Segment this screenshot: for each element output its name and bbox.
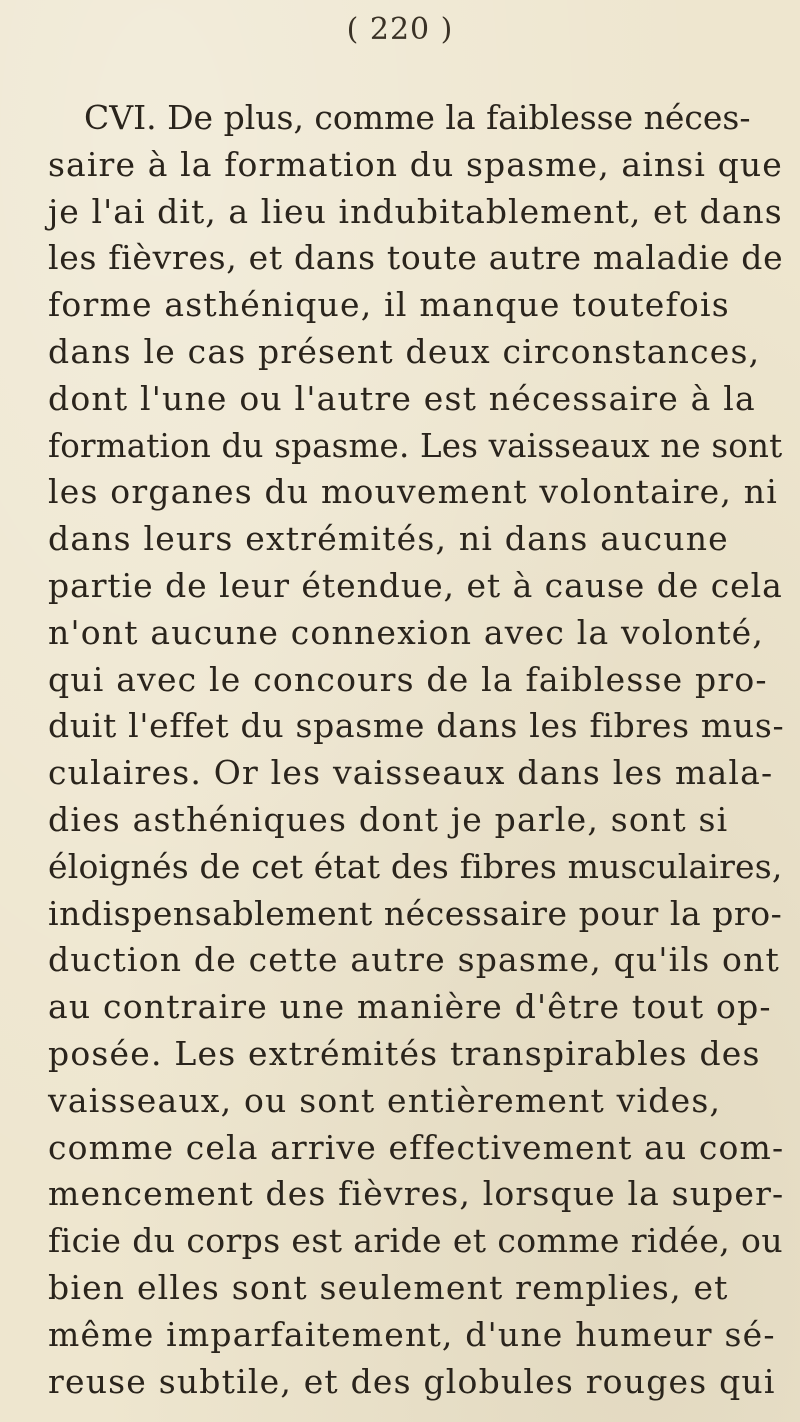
text-line: comme cela arrive effectivement au com- xyxy=(48,1127,785,1167)
text-line: duit l'effet du spasme dans les fibres mus- xyxy=(48,706,785,746)
text-line: indispensablement nécessaire pour la pro- xyxy=(48,893,783,933)
text-line: reuse subtile, et des globules rouges qui xyxy=(48,1361,776,1401)
text-line: forme asthénique, il manque toutefois xyxy=(48,285,730,325)
text-line: les organes du mouvement volontaire, ni xyxy=(48,472,779,512)
text-line: n'ont aucune connexion avec la volonté, xyxy=(48,612,765,652)
text-line: partie de leur étendue, et à cause de cela xyxy=(48,566,783,605)
text-line: posée. Les extrémités transpirables des xyxy=(48,1034,761,1073)
text-line: dies asthéniques dont je parle, sont si xyxy=(48,800,729,839)
text-line: formation du spasme. Les vaisseaux ne sont xyxy=(48,426,783,465)
text-line: CVI. De plus, comme la faiblesse néces- xyxy=(84,98,751,137)
text-line: qui avec le concours de la faiblesse pro- xyxy=(48,659,768,699)
page-number: ( 220 ) xyxy=(346,12,454,47)
text-line: ficie du corps est aride et comme ridée, ou xyxy=(48,1221,783,1261)
text-line: je l'ai dit, a lieu indubitablement, et dans xyxy=(48,191,783,231)
text-line: même imparfaitement, d'une humeur sé- xyxy=(48,1314,776,1354)
text-line: saire à la formation du spasme, ainsi que xyxy=(48,144,783,184)
text-line: duction de cette autre spasme, qu'ils ont xyxy=(48,940,781,980)
text-line: dont l'une ou l'autre est nécessaire à la xyxy=(48,378,756,418)
text-line: les fièvres, et dans toute autre maladie de xyxy=(48,238,784,278)
text-line: vaisseaux, ou sont entièrement vides, xyxy=(48,1080,722,1120)
text-line: mencement des fièvres, lorsque la super- xyxy=(48,1174,785,1214)
text-line: au contraire une manière d'être tout op- xyxy=(48,987,772,1027)
text-line: dans leurs extrémités, ni dans aucune xyxy=(48,519,729,559)
text-line: dans le cas présent deux circonstances, xyxy=(48,332,761,371)
text-line: éloignés de cet état des fibres musculaires, xyxy=(48,846,783,886)
text-line: bien elles sont seulement remplies, et xyxy=(48,1268,729,1307)
text-line: culaires. Or les vaisseaux dans les mala- xyxy=(48,753,774,793)
